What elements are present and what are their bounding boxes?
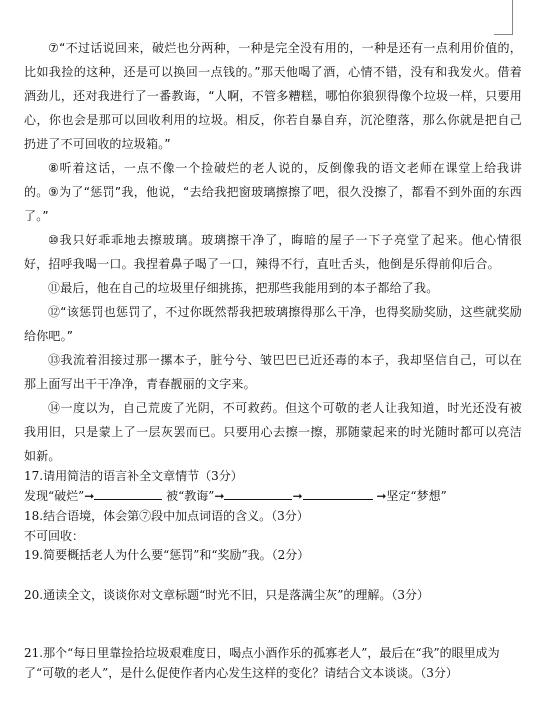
- question-20: 20.通读全文，谈谈你对文章标题“时光不旧，只是落满尘灰”的理解。（3分）: [24, 588, 429, 602]
- flow-start: 发现“破烂”➞: [24, 489, 95, 503]
- page-corner-mark: [494, 0, 513, 35]
- flow-mid: 被“教诲”➞: [166, 489, 225, 503]
- question-19: 19.简要概括老人为什么要“惩罚”和“奖励”我。（2分）: [24, 548, 310, 562]
- paragraph-10: ⑩我只好乖乖地去擦玻璃。玻璃擦干净了，晦暗的屋子一下子亮堂了起来。他心情很好，招呼我喝一口。我捏着鼻子喝了一口，辣得不行，直吐舌头，他倒是乐得前仰后合。: [24, 233, 522, 271]
- paragraph-9: ⑨为了“惩罚”我，他说，“去给我把窗玻璃擦擦了吧，很久没擦了，都看不到外面的东西了。”: [24, 185, 522, 223]
- question-17-flow: [24, 486, 524, 506]
- question-21: 21.那个“每日里靠捡拾垃圾艰难度日，喝点小酒作乐的孤寡老人”，最后在“我”的眼里成为了“可敬的老人”，是什么促使作者内心发生这样的变化？请结合文本谈谈。（3分）: [24, 646, 500, 680]
- paragraph-11: ⑪最后，他在自己的垃圾里仔细挑拣，把那些我能用到的本子都给了我。: [48, 281, 439, 295]
- question-18-sub: 不可回收：: [24, 529, 85, 543]
- question-17: 17.请用简洁的语言补全文章情节（3分）: [24, 469, 243, 483]
- answer-blank-3[interactable]: [303, 487, 373, 500]
- paragraph-13: ⑬我流着泪接过那一摞本子，脏兮兮、皱巴巴已近还毒的本子，我却坚信自己，可以在那上面写出干干净净，青春靓丽的文字来。: [24, 353, 522, 391]
- paragraph-14: ⑭一度以为，自己荒废了光阴，不可救药。但这个可敬的老人让我知道，时光还没有被我用旧，只是蒙上了一层灰罢而已。只要用心去擦一擦，那随蒙起来的时光随时都可以亮洁如新。: [24, 401, 522, 463]
- question-18: 18.结合语境，体会第⑦段中加点词语的含义。（3分）: [24, 509, 309, 523]
- paragraph-7: ⑦“不过话说回来，破烂也分两种，一种是完全没有用的，一种是还有一点利用价值的，比如我捡的这种，还是可以换回一点钱的。”那天他喝了酒，心情不错，没有和我发火。借着酒劲儿，还对我进行了一番教诲，“人啊，不管多糟糕，哪怕你狼狈得像个垃圾一样，只要用心，你也会是那可以回收利用的垃圾。相反，你若自暴自弃，沉沦堕落，那么你就是把自己扔进了不可回收的垃圾箱。”: [24, 41, 522, 151]
- flow-arrow: ➞: [292, 489, 303, 503]
- flow-end: ➞坚定“梦想”: [376, 489, 447, 503]
- answer-blank-1[interactable]: [94, 487, 162, 500]
- answer-blank-2[interactable]: [224, 487, 292, 500]
- paragraph-12: ⑫“该惩罚也惩罚了，不过你既然帮我把玻璃擦得那么干净，也得奖励奖励，这些就奖励给你吧。”: [24, 305, 522, 343]
- paragraph-8: ⑧听着这话，一点不像一个捡破烂的老人说的，反倒像我的语文老师在课堂上给我讲的。: [24, 161, 522, 199]
